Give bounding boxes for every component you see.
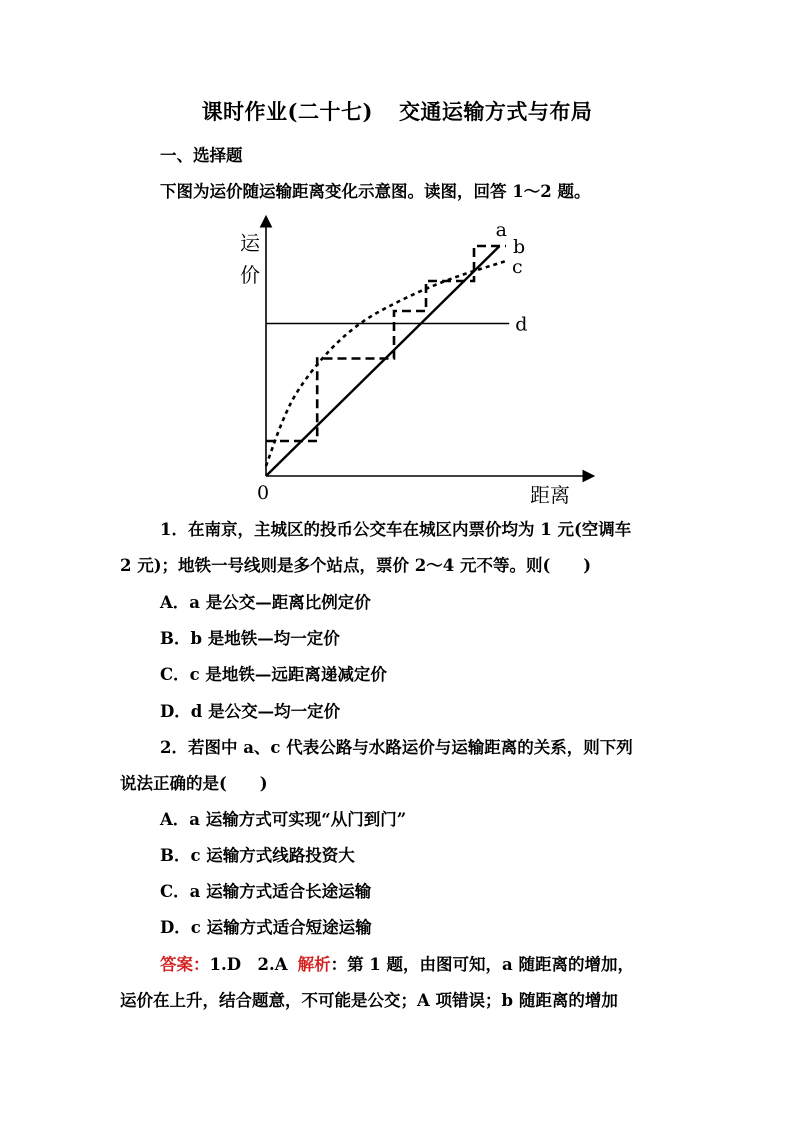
q2-option-a: A．a 运输方式可实现“从门到门” [160, 810, 407, 829]
q1-text-line-2: 2 元)；地铁一号线则是多个站点，票价 2～4 元不等。则( ) [120, 556, 592, 575]
title-right: 交通运输方式与布局 [398, 99, 593, 124]
series-c-label: c [512, 256, 523, 278]
price-distance-chart [230, 208, 600, 510]
series-d-label: d [515, 313, 528, 336]
answer-values: 1.D 2.A [209, 955, 288, 974]
answer-label: 答案： [160, 955, 210, 974]
y-axis-label-1: 运 [240, 231, 260, 255]
x-axis-label: 距离 [530, 483, 570, 507]
q2-option-b: B．c 运输方式线路投资大 [160, 846, 355, 865]
analysis-text-1: ：第 1 题，由图可知，a 随距离的增加， [330, 955, 634, 974]
q1-option-c: C．c 是地铁—远距离递减定价 [160, 665, 387, 684]
y-axis-label-2: 价 [240, 263, 260, 287]
q1-text-line-1: 1．在南京，主城区的投币公交车在城区内票价均为 1 元(空调车 [160, 520, 632, 539]
series-a-label: a [495, 219, 507, 241]
q2-option-d: D．c 运输方式适合短途运输 [160, 918, 372, 937]
q1-option-d: D．d 是公交—均一定价 [160, 702, 341, 721]
origin-label: 0 [257, 482, 270, 504]
series-c-line [266, 261, 506, 466]
q1-option-b: B．b 是地铁—均一定价 [160, 629, 340, 648]
q2-text-line-1: 2．若图中 a、c 代表公路与水路运价与运输距离的关系，则下列 [160, 738, 633, 757]
analysis-label: 解析 [297, 955, 331, 974]
q2-option-c: C．a 运输方式适合长途运输 [160, 882, 372, 901]
title-left: 课时作业(二十七) [201, 99, 373, 124]
q1-option-a: A．a 是公交—距离比例定价 [160, 593, 371, 612]
page-title [0, 96, 794, 126]
section-heading: 一、选择题 [160, 146, 243, 165]
intro-text: 下图为运价随运输距离变化示意图。读图，回答 1～2 题。 [160, 182, 591, 201]
answer-line-1 [160, 955, 634, 975]
answer-line-2: 运价在上升，结合题意，不可能是公交；A 项错误；b 随距离的增加 [120, 991, 618, 1010]
series-b-label: b [513, 236, 526, 258]
q2-text-line-2: 说法正确的是( ) [120, 774, 268, 793]
